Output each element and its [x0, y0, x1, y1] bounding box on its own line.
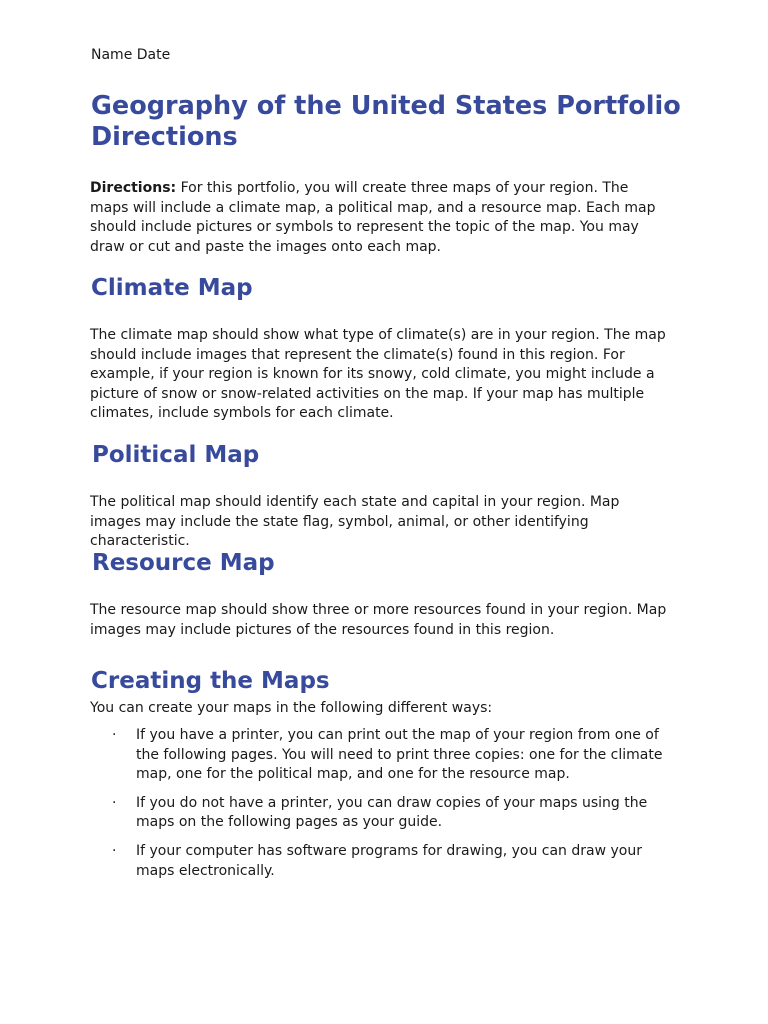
creating-maps-heading: Creating the Maps — [91, 668, 330, 694]
climate-map-heading: Climate Map — [91, 275, 253, 301]
directions-paragraph — [90, 179, 670, 257]
list-item — [112, 726, 672, 785]
name-date-line: Name Date — [91, 47, 171, 63]
bullet-icon: · — [112, 842, 117, 859]
list-item — [112, 842, 672, 881]
creating-maps-list — [112, 726, 672, 890]
directions-text: For this portfolio, you will create three maps of your region. The maps will include a climate map, a political map, and a resource map. Each map should include pictures or symbols to represent the topic of the map. You may draw or cut and paste the images onto each map. — [90, 180, 656, 255]
list-item-text: If you have a printer, you can print out the map of your region from one of the following pages. You will need to print three copies: one for the climate map, one for the political map, and one for the resource map. — [136, 727, 663, 783]
creating-maps-intro: You can create your maps in the following different ways: — [90, 700, 493, 716]
list-item-text: If you do not have a printer, you can draw copies of your maps using the maps on the following pages as your guide. — [136, 794, 648, 831]
list-item-text: If your computer has software programs for drawing, you can draw your maps electronically. — [136, 842, 642, 879]
resource-map-heading: Resource Map — [92, 550, 275, 576]
bullet-icon: · — [112, 794, 117, 811]
list-item — [112, 794, 672, 833]
page-title: Geography of the United States Portfolio Directions — [91, 91, 681, 152]
directions-label: Directions: — [90, 180, 177, 196]
climate-map-paragraph: The climate map should show what type of climate(s) are in your region. The map should include images that represent the climate(s) found in this region. For example, if your region is known for its snowy, cold climate, you might include a picture of snow or snow-related activities on the map. If your map has multiple climates, include symbols for each climate. — [90, 327, 666, 422]
political-map-heading: Political Map — [92, 442, 260, 468]
resource-map-paragraph: The resource map should show three or more resources found in your region. Map images may include pictures of the resources found in this region. — [90, 602, 667, 638]
political-map-paragraph: The political map should identify each state and capital in your region. Map images may include the state flag, symbol, animal, or other identifying characteristic. — [90, 494, 620, 550]
bullet-icon: · — [112, 727, 117, 743]
